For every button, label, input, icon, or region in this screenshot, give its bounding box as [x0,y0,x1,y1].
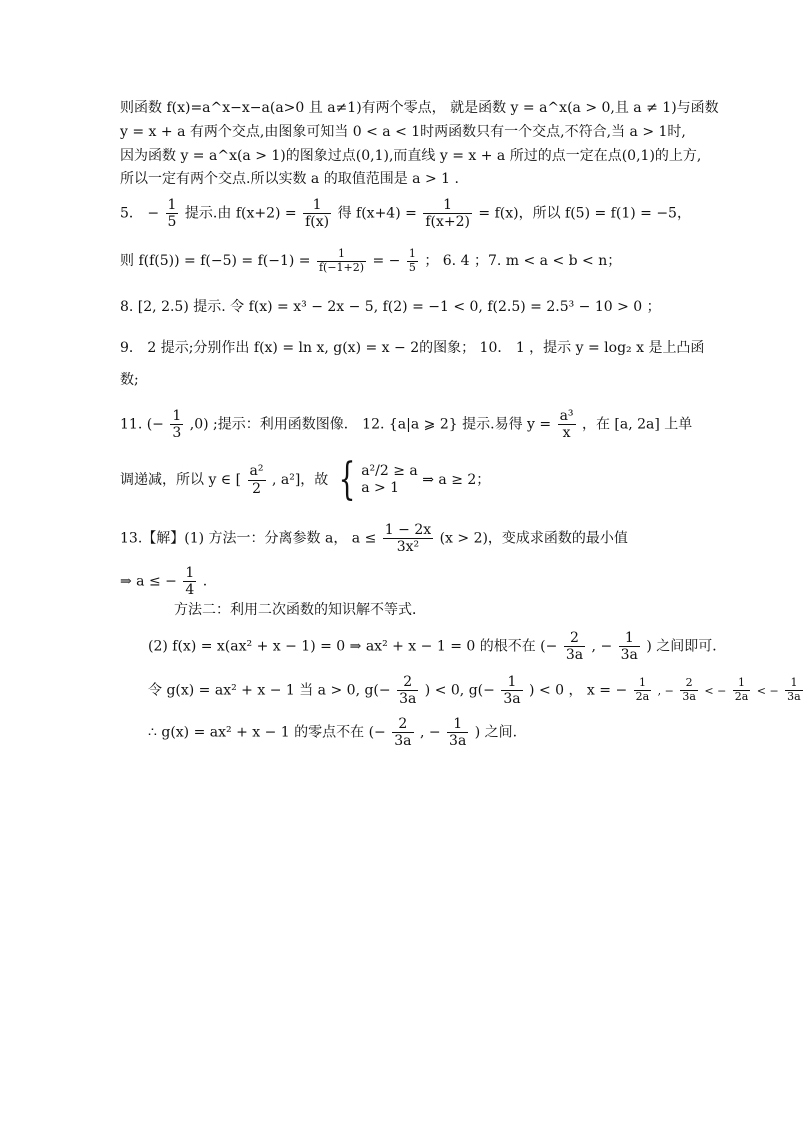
fraction [317,248,366,274]
answer-9-10-line: 9． 2 提示;分别作出 f(x) = ln x, g(x) = x − 2的图象； 10． 1 ，提示 y = log₂ x 是上凸函 [120,340,705,356]
fraction [634,677,652,703]
frac-den: 5 [167,214,177,231]
text-segment: (x > 2)，变成求函数的最小值 [439,530,628,547]
text-segment: ) < 0, g(− [424,682,495,699]
text-line-3: 因为函数 y = a^x(a > 1)的图象过点(0,1),而直线 y = x + a 所过的点一定在点(0,1)的上方, [120,148,702,164]
frac-num: a² [249,463,264,480]
answer-13-line [120,522,628,555]
frac-den: f(x+2) [425,214,470,231]
frac-den: f(−1+2) [318,260,365,274]
frac-num: 2 [392,716,413,733]
method-two-line: 方法二：利用二次函数的知识解不等式． [174,602,426,618]
text-segment: . [202,573,208,590]
frac-den: 3 [172,425,182,442]
frac-num: 1 [317,248,366,262]
text-segment: ，在 [a, 2a] 上单 [581,416,693,433]
text-segment: ) 之间. [474,724,518,741]
fraction [558,408,576,441]
text-line-1: 则函数 f(x)=a^x−x−a(a>0 且 a≠1)有两个零点， 就是函数 y = a^x(a > 0,且 a ≠ 1)与函数 [120,100,719,116]
text-segment: ⇒ a ≤ − [120,573,177,590]
text-segment: , a²]，故 [271,472,329,488]
fraction [733,677,751,703]
system-row: a > 1 [361,480,400,496]
frac-num: 1 [501,674,522,691]
text-segment: ) 之间即可． [646,638,727,655]
fraction [303,197,331,230]
frac-num: 1 [185,565,195,581]
fraction [501,674,522,707]
frac-num: 1 [634,677,652,691]
text-segment: , − [657,684,674,698]
text-segment: < − [756,684,779,698]
part-2-cont-line [148,674,805,707]
frac-num: 1 [733,677,751,691]
frac-num: a³ [559,408,574,424]
frac-den: 3a [620,647,638,664]
frac-den: 2a [734,690,749,704]
system-row: a²/2 ≥ a [361,463,418,480]
frac-den: 3a [449,733,467,750]
fraction [397,674,418,707]
answer-5-line [120,197,691,230]
fraction [564,630,585,663]
text-segment: 调递减，所以 y ∈ [ [120,472,242,488]
fraction [447,716,468,749]
fraction [423,197,472,230]
answer-11-12-line [120,408,692,441]
frac-den: 5 [408,260,416,274]
left-brace: { [338,454,356,505]
answer-11-label: 11. [120,416,143,433]
text-segment: < − [704,684,727,698]
fraction [392,716,413,749]
text-segment: = − [372,253,401,270]
frac-num: 1 [408,247,416,260]
frac-num: 1 [172,408,182,424]
text-segment: (2) f(x) = x(ax² + x − 1) = 0 ⇒ ax² + x − 1 = 0 的根不在 (− [148,638,558,655]
frac-den: 2a [635,690,650,704]
fraction [680,677,698,703]
text-segment: 则 f(f(5)) = f(−5) = f(−1) = [120,253,311,270]
frac-den: 4 [185,582,195,599]
frac-den: 2 [252,480,261,497]
inequality-system [361,463,418,497]
text-segment: (− [146,416,164,433]
frac-num: 2 [680,677,698,691]
frac-den: 3a [394,733,412,750]
frac-num: 1 − 2x [384,522,432,538]
text-segment: , − [591,638,613,655]
frac-den: 3a [787,690,801,704]
answer-5-label: 5． − [120,205,160,222]
answer-5-text: 提示.由 f(x+2) = [184,205,297,222]
answer-10-cont-line: 数; [120,372,139,388]
answer-13-label: 13.【解】(1) 方法一：分离参数 a， a ≤ [120,530,377,547]
fraction [619,630,640,663]
answer-12-cont-line [120,454,491,505]
frac-den: x [562,425,571,442]
text-segment: 令 g(x) = ax² + x − 1 当 a > 0, g(− [148,682,391,699]
text-segment: , − [419,724,441,741]
frac-den: 3a [565,647,584,664]
frac-num: 1 [447,716,468,733]
frac-den: f(x) [305,214,330,231]
text-segment: ,0) ;提示：利用函数图像． 12. {a|a ⩾ 2} 提示.易得 y = [189,416,552,433]
frac-den: 3x² [396,539,420,556]
conclusion-line [148,716,517,749]
text-segment: ) < 0 ， x = − [529,682,628,699]
fraction [785,677,803,703]
frac-num: 1 [619,630,640,647]
frac-num: 1 [423,197,472,214]
text-line-2: y = x + a 有两个交点,由图象可知当 0 < a < 1时两函数只有一个交点,不符合,当 a > 1时, [120,124,686,140]
frac-num: 1 [167,197,177,213]
fraction [170,408,183,441]
fraction [166,197,179,230]
answer-13-cont-line [120,565,207,598]
part-2-line [148,630,726,663]
fraction [383,522,433,555]
frac-den: 3a [682,690,696,704]
frac-den: 3a [503,691,521,708]
answer-5-text: 得 f(x+4) = [337,205,417,222]
answer-5-text: = f(x)，所以 f(5) = f(1) = −5， [478,205,691,222]
frac-num: 1 [303,197,331,214]
fraction [407,248,418,274]
answer-8-line: 8. [2, 2.5) 提示. 令 f(x) = x³ − 2x − 5, f(2) = −1 < 0, f(2.5) = 2.5³ − 10 > 0 ； [120,299,661,315]
text-line-4: 所以一定有两个交点.所以实数 a 的取值范围是 a > 1 . [120,171,459,187]
answer-5-cont-line [120,248,621,274]
text-segment: ⇒ a ≥ 2； [422,472,491,488]
frac-num: 2 [397,674,418,691]
fraction [183,565,196,598]
text-segment: ∴ g(x) = ax² + x − 1 的零点不在 (− [148,724,386,741]
fraction [248,463,266,496]
answers-6-7: ； 6. 4 ；7. m < a < b < n； [424,253,622,270]
frac-den: 3a [399,691,417,708]
frac-num: 2 [564,630,585,647]
frac-num: 1 [785,677,803,691]
